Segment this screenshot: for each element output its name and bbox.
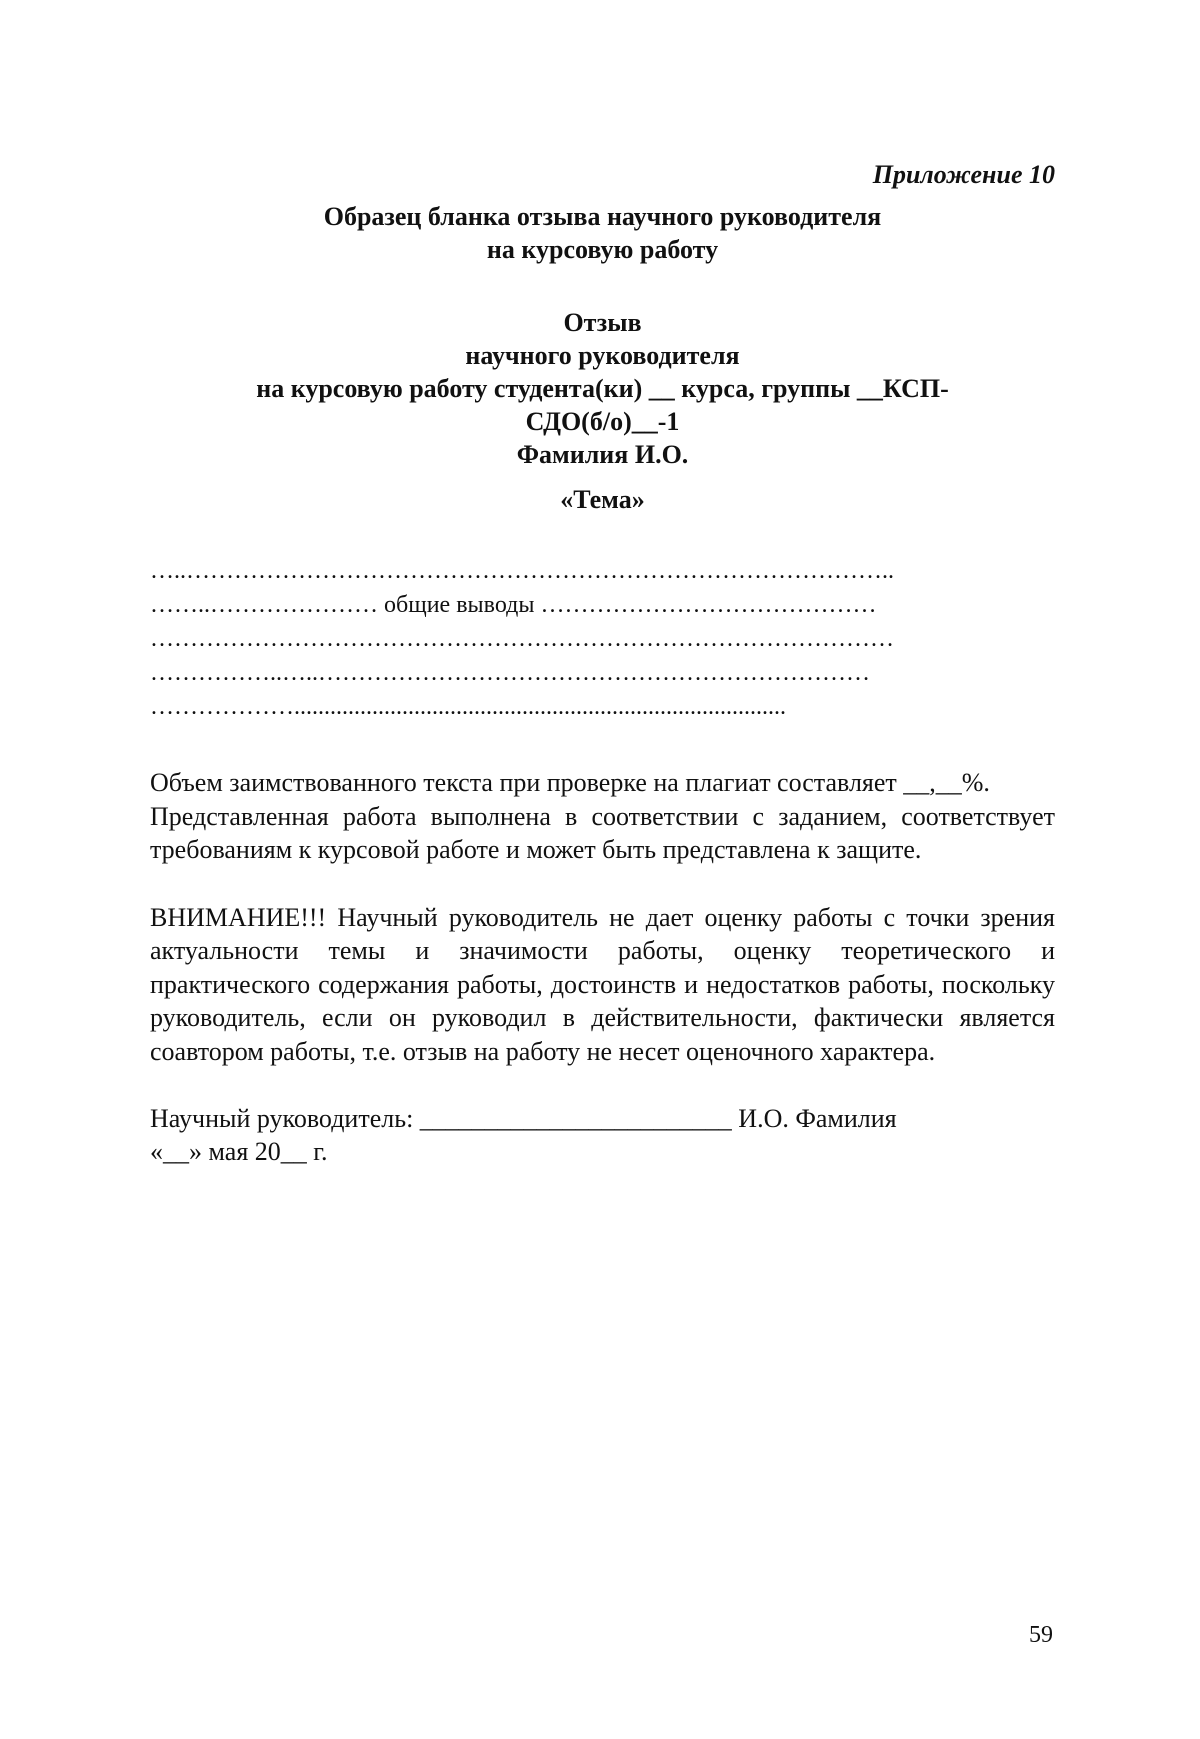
- appendix-label: Приложение 10: [872, 160, 1055, 189]
- review-header-student-name: Фамилия И.О.: [516, 440, 689, 469]
- review-header-line3: на курсовую работу студента(ки) __ курса, группы __КСП-: [256, 374, 949, 403]
- review-header-line2: научного руководителя: [465, 341, 740, 370]
- placeholder-line: …………………………………………………………………………………: [150, 626, 894, 652]
- signature-block: [150, 1102, 1055, 1168]
- supervisor-signature-line: Научный руководитель: ________________________ И.О. Фамилия: [150, 1104, 897, 1133]
- placeholder-line: ………………..................................................................................: [150, 694, 786, 720]
- placeholder-line: ……………..…..……………………………………………………………: [150, 660, 870, 686]
- review-header: [150, 306, 1055, 516]
- page-content: [150, 158, 1055, 1168]
- review-header-line1: Отзыв: [563, 308, 642, 337]
- page-number: 59: [1029, 1622, 1053, 1648]
- sample-title-line2: на курсовую работу: [486, 235, 719, 264]
- plagiarism-paragraph: Объем заимствованного текста при проверке на плагиат составляет __,__%.: [150, 768, 990, 797]
- placeholder-line: ……..………………… общие выводы ……………………………………: [150, 592, 877, 618]
- placeholder-line: …..……………………………………………………………………………..: [150, 558, 894, 584]
- attention-paragraph: ВНИМАНИЕ!!! Научный руководитель не дает оценку работы с точки зрения актуальности темы и значимости работы, оценку теоретического и практического содержания работы, достоинств и недостатков работы, поскольку руководитель, если он руководил в действительности, фактически является соавтором работы, т.е. отзыв на работу не несет оценочного характера.: [150, 902, 1055, 1066]
- signature-date: «__» мая 20__ г.: [150, 1137, 328, 1166]
- sample-title-line1: Образец бланка отзыва научного руководителя: [323, 202, 882, 231]
- review-topic: «Тема»: [560, 485, 645, 514]
- placeholder-dotted-lines: [150, 554, 1055, 724]
- sample-title: [150, 200, 1055, 266]
- conformance-paragraph: Представленная работа выполнена в соответствии с заданием, соответствует требованиям к курсовой работе и может быть представлена к защите.: [150, 801, 1055, 864]
- review-header-line4: СДО(б/о)__-1: [525, 407, 680, 436]
